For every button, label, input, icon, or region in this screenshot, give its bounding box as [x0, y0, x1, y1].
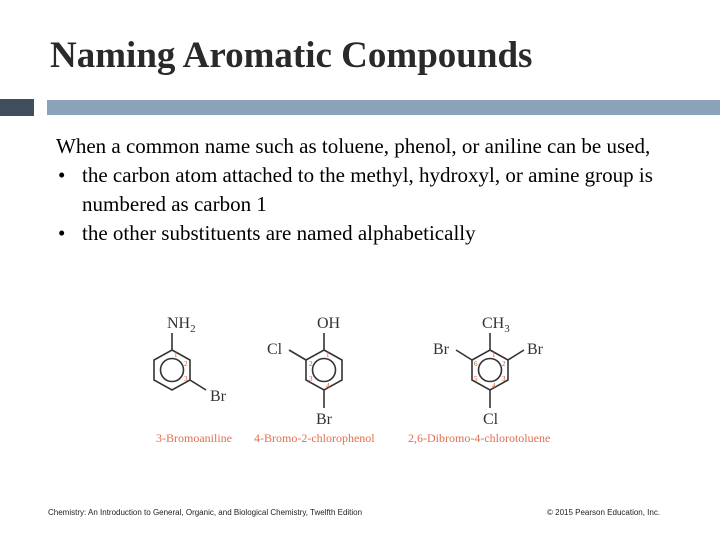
bullet-item: [56, 161, 686, 219]
ring-number: 1: [326, 351, 330, 359]
ring-number: 4: [326, 382, 330, 390]
structure-label: Cl: [483, 411, 499, 428]
footer-citation: Chemistry: An Introduction to General, Organic, and Biological Chemistry, Twelfth Edition: [48, 508, 363, 517]
ring-number: 2: [502, 360, 506, 368]
ring-number: 1: [174, 351, 178, 359]
structure-2-6-dibromo-4-chlorotoluene: [456, 333, 524, 408]
structure-label: $NH_2$: [167, 315, 196, 335]
bullet-icon: •: [58, 221, 66, 245]
structure-4-bromo-2-chlorophenol: [289, 333, 342, 408]
structure-label: OH: [317, 315, 341, 332]
structure-label: $CH_3$: [482, 315, 510, 335]
slide-body: [56, 132, 686, 248]
ring-number: 2: [309, 360, 313, 368]
ring-number: 3: [309, 375, 313, 383]
ring-number: 3: [184, 375, 188, 383]
title-rule-accent: [0, 99, 34, 116]
slide-title: Naming Aromatic Compounds: [50, 35, 533, 76]
ring-number: 6: [474, 360, 478, 368]
structure-label: Cl: [267, 341, 283, 358]
title-rule-bar: [47, 100, 720, 115]
ring-number: 1: [492, 351, 496, 359]
ring-number: 2: [184, 360, 188, 368]
ring-number: 5: [474, 375, 478, 383]
structure-label: Br: [210, 388, 226, 405]
footer-copyright: © 2015 Pearson Education, Inc.: [547, 508, 661, 517]
chemical-structures: [0, 300, 720, 450]
intro-text: When a common name such as toluene, phenol, or aniline can be used,: [56, 134, 651, 158]
ring-number: 4: [492, 382, 496, 390]
structure-caption: 3-Bromoaniline: [156, 431, 232, 445]
structure-label: Br: [527, 341, 543, 358]
bullet-text: the other substituents are named alphabetically: [82, 221, 476, 245]
bullet-icon: •: [58, 163, 66, 187]
structure-3-bromoaniline: [154, 333, 206, 390]
structure-label: Br: [433, 341, 449, 358]
structure-label: Br: [316, 411, 332, 428]
bullet-text: the carbon atom attached to the methyl, hydroxyl, or amine group is numbered as carbon 1: [82, 163, 653, 216]
structure-caption: 4-Bromo-2-chlorophenol: [254, 431, 375, 445]
structure-caption: 2,6-Dibromo-4-chlorotoluene: [408, 431, 551, 445]
ring-number: 3: [502, 375, 506, 383]
bullet-item: [56, 219, 686, 248]
